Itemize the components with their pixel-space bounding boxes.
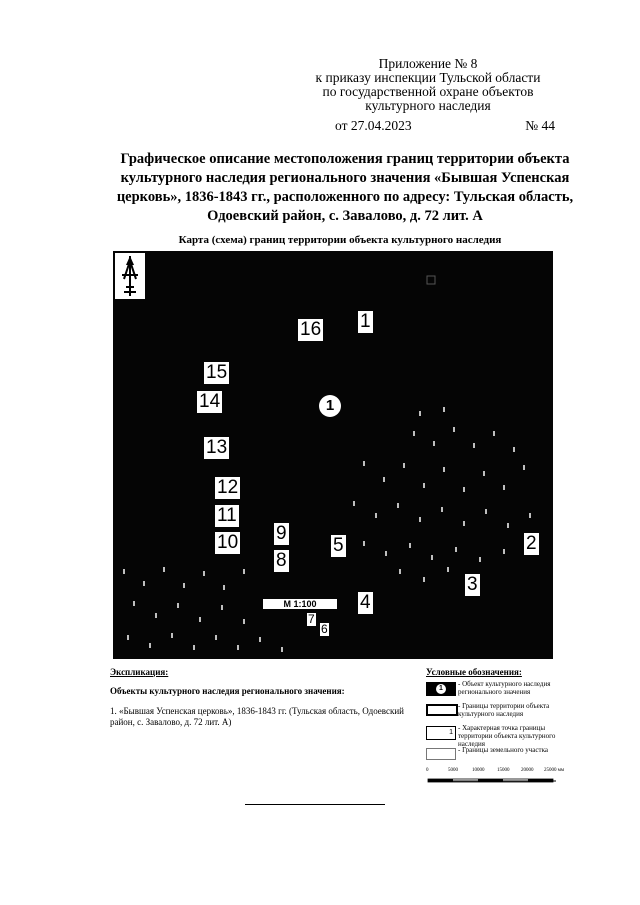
bar-scale-tick: 25000 мм xyxy=(544,768,565,773)
legend-item-object xyxy=(426,680,566,700)
boundary-point-14: 14 xyxy=(199,391,221,412)
boundary-point-3: 3 xyxy=(467,574,478,595)
map-scale-label: М 1:100 xyxy=(263,599,337,609)
legend xyxy=(426,667,566,766)
order-date: от 27.04.2023 xyxy=(335,118,412,133)
appendix-line: культурного наследия xyxy=(365,98,491,113)
order-number: № 44 xyxy=(525,118,555,133)
legend-item-territory xyxy=(426,702,566,722)
map-title: Карта (схема) границ территории объекта культурного наследия xyxy=(178,234,502,246)
boundary-point-11: 11 xyxy=(217,505,237,526)
boundary-point-12: 12 xyxy=(217,477,239,498)
boundary-point-16: 16 xyxy=(300,319,322,340)
explication-item: 1. «Бывшая Успенская церковь», 1836-1843 гг. (Тульская область, Одоевский район, с. Завалово, д. 72 лит. А) xyxy=(110,706,404,727)
object-symbol-icon: 1 xyxy=(426,682,456,696)
boundary-point-15: 15 xyxy=(206,362,228,383)
boundary-point-1: 1 xyxy=(360,311,371,332)
bar-scale-tick: 0 xyxy=(426,768,429,773)
appendix-line: Приложение № 8 xyxy=(378,56,478,71)
terrain-dots-left xyxy=(123,567,283,652)
boundary-point-4: 4 xyxy=(360,592,371,613)
bar-scale-tick: 15000 xyxy=(497,768,510,773)
bar-scale-tick: 20000 xyxy=(521,768,534,773)
boundary-point-9: 9 xyxy=(276,523,287,544)
heritage-object-marker: 1 xyxy=(319,395,341,417)
terrain-dots xyxy=(353,407,531,582)
boundary-point-2: 2 xyxy=(526,533,537,554)
territory-boundary-icon xyxy=(426,704,458,716)
explication-subheading: Объекты культурного наследия регионального значения: xyxy=(110,686,345,696)
boundary-point-13: 13 xyxy=(206,437,228,458)
legend-item-parcel xyxy=(426,746,566,766)
boundary-point-10: 10 xyxy=(217,532,239,553)
bar-scale xyxy=(426,768,571,792)
boundary-point-7: 7 xyxy=(308,612,315,626)
building-outline xyxy=(427,276,435,284)
map-background xyxy=(113,251,553,659)
legend-text: - Характерная точка границы территории объекта культурного наследия xyxy=(458,724,556,748)
bar-scale-tick: 10000 xyxy=(472,768,485,773)
boundary-point-5: 5 xyxy=(333,535,344,556)
legend-text: - Границы земельного участка xyxy=(458,746,548,754)
order-line xyxy=(335,118,555,134)
explication-heading: Экспликация: xyxy=(110,667,169,677)
bar-scale-tick: 5000 xyxy=(448,768,458,773)
boundary-point-6: 6 xyxy=(321,622,328,636)
boundary-point-8: 8 xyxy=(276,550,287,571)
legend-heading: Условные обозначения: xyxy=(426,667,522,677)
legend-item-point xyxy=(426,724,566,748)
legend-text: - Границы территории объекта культурного наследия xyxy=(458,702,550,718)
appendix-line: к приказу инспекции Тульской области xyxy=(315,70,541,85)
boundary-point-icon: 1 xyxy=(426,726,456,740)
appendix-header xyxy=(278,57,578,113)
north-arrow-icon xyxy=(115,253,145,299)
explication xyxy=(110,667,410,728)
map-area xyxy=(113,251,553,659)
footer-rule xyxy=(245,804,385,805)
parcel-boundary-icon xyxy=(426,748,456,760)
legend-text: - Объект культурного наследия регионального значения xyxy=(458,680,551,696)
appendix-line: по государственной охране объектов xyxy=(322,84,534,99)
bar-scale-ruler xyxy=(426,768,571,792)
document-title: Графическое описание местоположения границ территории объекта культурного наследия регионального значения «Бывшая Успенская церковь», 1836-1843 гг., расположенного по адресу: Тульская область, Одоевский район, с. Завалово, д. 72 лит. А xyxy=(116,151,574,224)
